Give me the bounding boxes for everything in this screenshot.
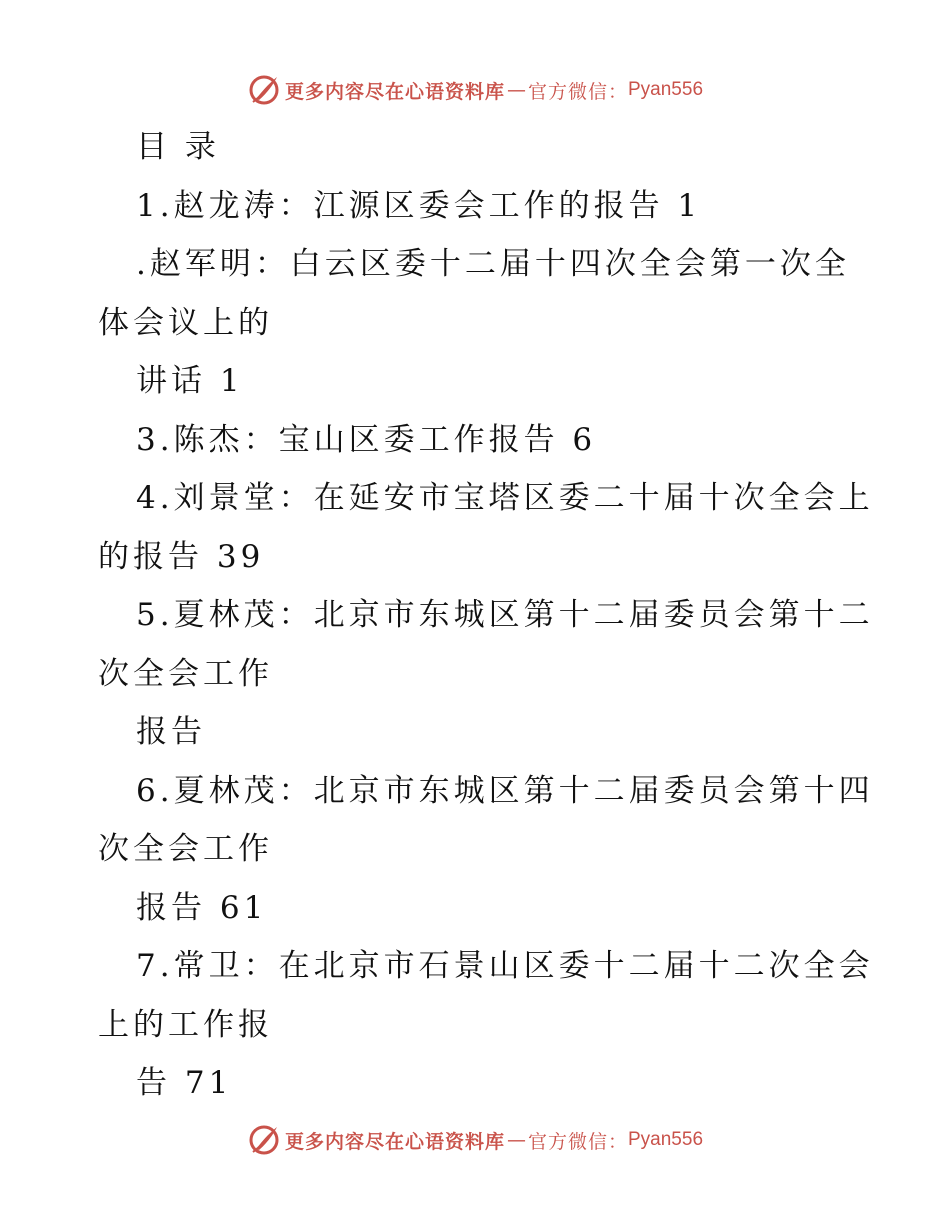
toc-line: 5.夏林茂：北京市东城区第十二届委员会第十二 <box>136 597 874 633</box>
quill-logo-icon <box>247 73 281 107</box>
toc-line: 报告 61 <box>136 889 268 926</box>
watermark-separator: — <box>506 1129 526 1151</box>
toc-line: 上的工作报 <box>98 1006 273 1043</box>
watermark-wechat-id: Pyan556 <box>628 1129 704 1150</box>
toc-line: 报告 <box>136 714 206 750</box>
toc-line: 目 录 <box>136 129 220 165</box>
watermark-wechat-label: 官方微信： <box>527 1130 628 1153</box>
watermark-wechat-label: 官方微信： <box>527 80 628 103</box>
toc-line: 讲话 1 <box>136 363 244 399</box>
table-of-contents <box>98 118 874 1113</box>
watermark-banner-top <box>0 70 950 110</box>
watermark-separator: — <box>506 79 526 101</box>
watermark-text: 更多内容尽在心语资料库 <box>284 80 505 103</box>
toc-line: 次全会工作 <box>98 655 273 692</box>
toc-line: .赵军明：白云区委十二届十四次全会第一次全 <box>136 246 850 282</box>
toc-line: 7.常卫：在北京市石景山区委十二届十二次全会 <box>136 948 874 984</box>
watermark-wechat-id: Pyan556 <box>628 79 704 100</box>
watermark-banner-bottom <box>0 1120 950 1160</box>
toc-line: 体会议上的 <box>98 304 273 341</box>
quill-logo-icon <box>247 1123 281 1157</box>
toc-line: 3.陈杰：宝山区委工作报告 6 <box>136 421 597 458</box>
toc-line: 的报告 39 <box>98 538 265 575</box>
toc-line: 6.夏林茂：北京市东城区第十二届委员会第十四 <box>136 772 874 809</box>
toc-line: 4.刘景堂：在延安市宝塔区委二十届十次全会上 <box>136 480 874 516</box>
watermark-text: 更多内容尽在心语资料库 <box>284 1130 505 1153</box>
toc-line: 告 71 <box>136 1065 233 1101</box>
toc-line: 1.赵龙涛：江源区委会工作的报告 1 <box>136 187 702 224</box>
toc-line: 次全会工作 <box>98 831 273 867</box>
